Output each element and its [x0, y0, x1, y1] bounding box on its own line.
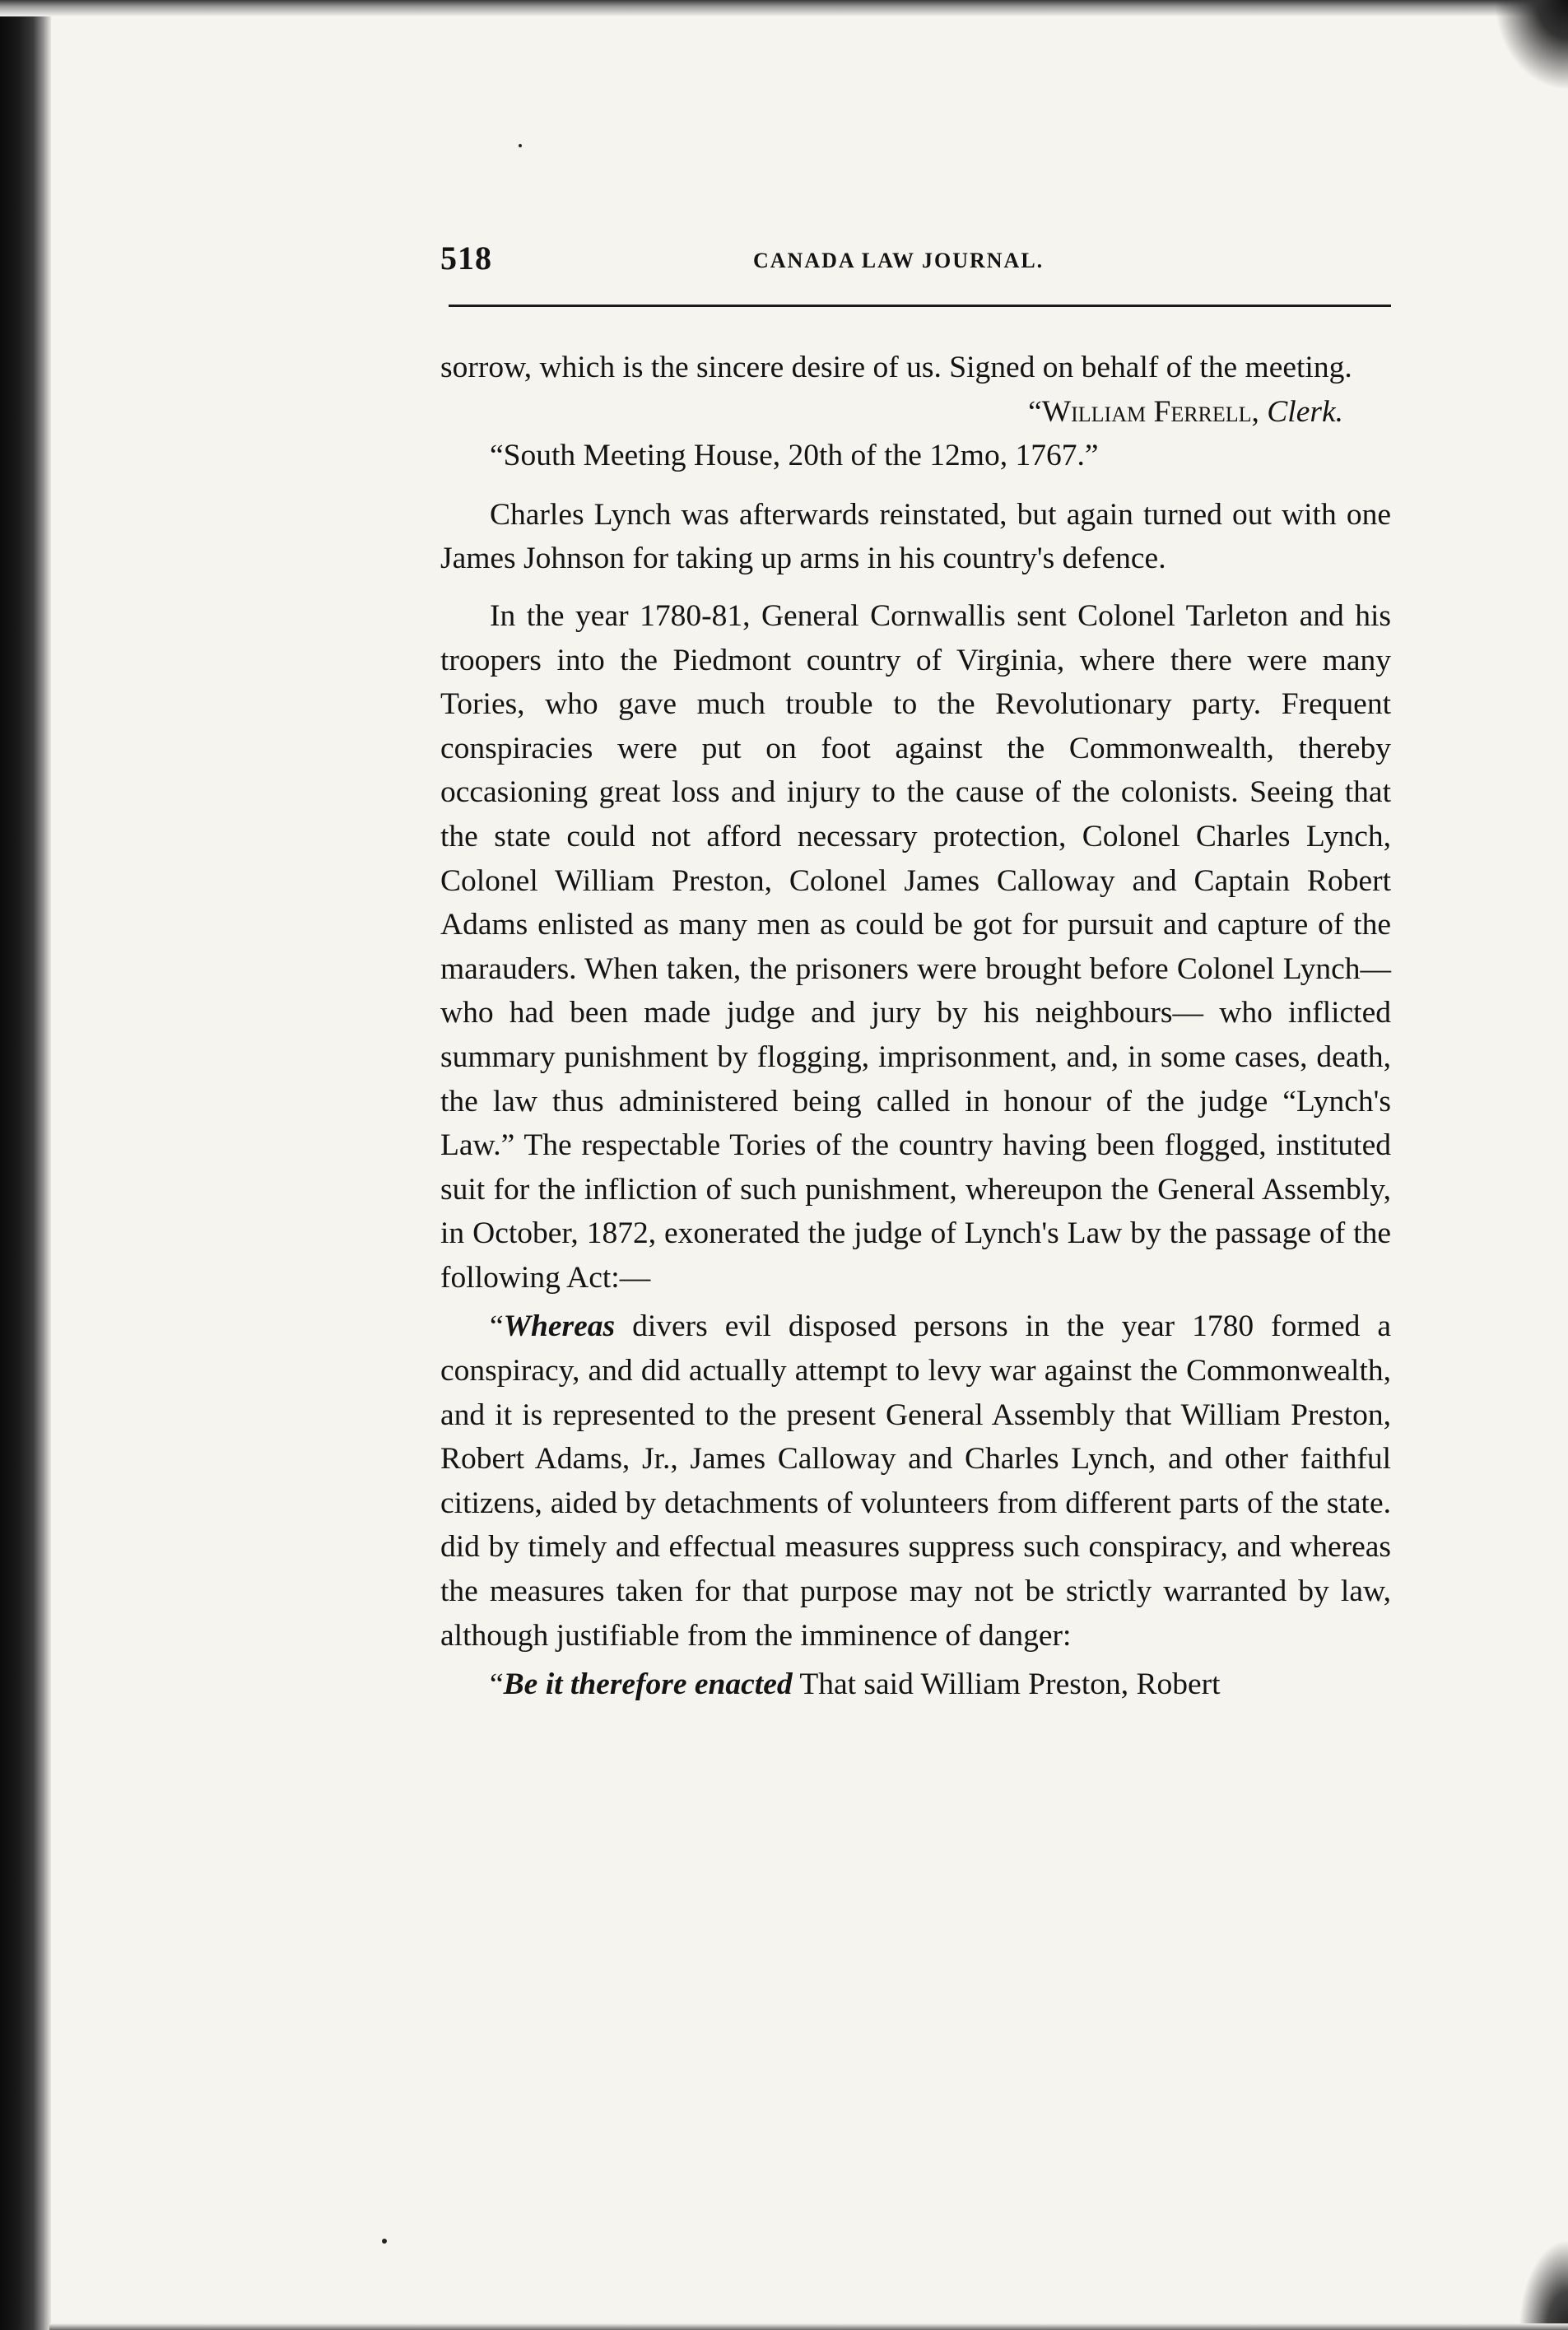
- paragraph-continued: sorrow, which is the sincere desire of us. Signed on behalf of the meeting.: [440, 351, 1352, 384]
- whereas-lead: Whereas: [503, 1309, 616, 1344]
- scan-corner-shadow-bottom: [1519, 2239, 1568, 2330]
- quote-open: “: [490, 1309, 504, 1344]
- paragraph-enacted: [440, 1663, 1391, 1707]
- place-date-line: “South Meeting House, 20th of the 12mo, 1767.”: [490, 439, 1099, 473]
- paragraph-reinstated: Charles Lynch was afterwards reinstated, but again turned out with one James Johnson for taking up arms in his country's defence.: [440, 497, 1391, 576]
- paragraph-whereas: [440, 1305, 1391, 1658]
- running-title: CANADA LAW JOURNAL.: [753, 249, 1045, 272]
- page-header: [432, 239, 1391, 298]
- body-text: [440, 346, 1391, 1707]
- page-number: 518: [440, 240, 492, 277]
- scan-top-edge: [0, 0, 1568, 16]
- scan-speck: [382, 2239, 387, 2244]
- enacted-lead: Be it therefore enacted: [503, 1667, 793, 1702]
- signature-title: Clerk.: [1267, 394, 1343, 429]
- quote-open: “: [490, 1667, 504, 1702]
- signature-line: [440, 390, 1391, 435]
- book-page: [432, 239, 1391, 1702]
- scan-speck: [519, 144, 522, 147]
- header-rule: [449, 305, 1391, 307]
- scan-left-edge: [0, 0, 51, 2330]
- enacted-text: That said William Preston, Robert: [792, 1667, 1221, 1702]
- signature-quote: “: [1028, 394, 1042, 429]
- scan-corner-shadow: [1494, 0, 1568, 91]
- signature-name: William Ferrell: [1041, 394, 1252, 429]
- paragraph-cornwallis: In the year 1780-81, General Cornwallis sent Colonel Tarleton and his troopers into the Piedmont country of Virginia, where there were many Tories, who gave much trouble to the Revolutionary party. Frequent conspiracies were put on foot against the Commonwealth, thereby occasioning great loss and injury to the cause of the colonists. Seeing that the state could not afford necessary protection, Colonel Charles Lynch, Colonel William Preston, Colonel James Calloway and Captain Robert Adams enlisted as many men as could be got for pursuit and capture of the marauders. When taken, the prisoners were brought before Colonel Lynch—who had been made judge and jury by his neighbours— who inflicted summary punishment by flogging, imprisonment, and, in some cases, death, the law thus administered being called in honour of the judge “Lynch's Law.” The respectable Tories of the country having been flogged, instituted suit for the infliction of such punishment, whereupon the General Assembly, in October, 1872, exonerated the judge of Lynch's Law by the passage of the following Act:—: [440, 598, 1391, 1295]
- whereas-text: divers evil disposed persons in the year 1780 formed a conspiracy, and did actually attempt to levy war against the Commonwealth, and it is represented to the present General Assembly that William Preston, Robert Adams, Jr., James Calloway and Charles Lynch, and other faithful citizens, aided by detachments of volunteers from different parts of the state. did by timely and effectual measures suppress such conspiracy, and whereas the measures taken for that purpose may not be strictly warranted by law, although justifiable from the imminence of danger:: [440, 1309, 1391, 1653]
- signature-separator: ,: [1251, 394, 1268, 429]
- scan-bottom-edge: [49, 2323, 1568, 2330]
